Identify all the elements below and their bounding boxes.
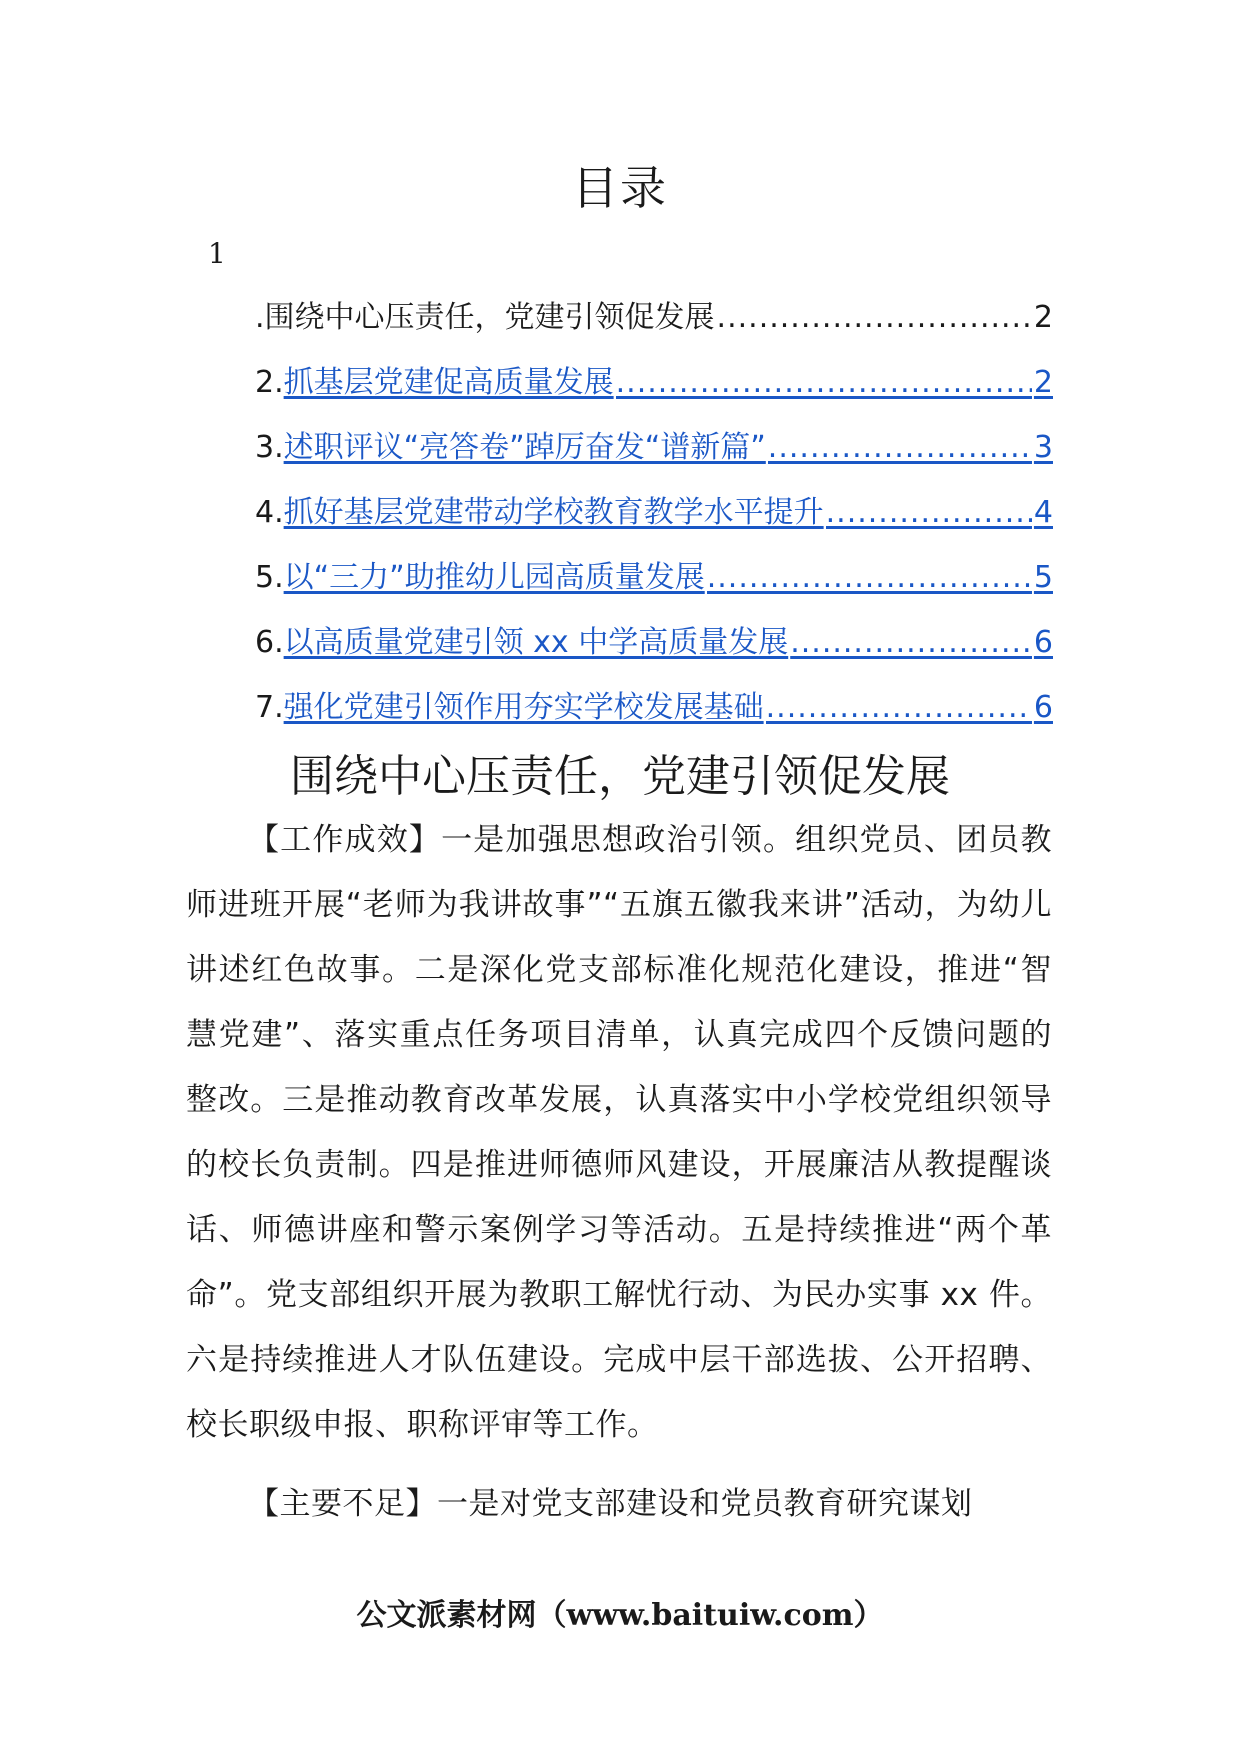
toc-entry-text: 围绕中心压责任，党建引领促发展 — [264, 300, 715, 335]
toc-entry-page[interactable]: 4 — [1033, 495, 1053, 530]
toc-entry-page[interactable]: 6 — [1033, 625, 1053, 660]
toc-entry-number: 2. — [255, 365, 284, 400]
toc-entry-text[interactable]: 以高质量党建引领 xx 中学高质量发展 — [283, 625, 789, 660]
toc-entry-6-link[interactable] — [255, 621, 1053, 686]
toc-entry-text[interactable]: 抓基层党建促高质量发展 — [283, 365, 614, 400]
toc-entry-number: 5. — [255, 560, 284, 595]
toc-entry-page[interactable]: 2 — [1033, 365, 1053, 400]
toc-entry-3-link[interactable] — [255, 426, 1053, 491]
toc-entry-page[interactable]: 5 — [1033, 560, 1053, 595]
toc-entry-text[interactable]: 强化党建引领作用夯实学校发展基础 — [283, 690, 764, 725]
table-of-contents — [255, 296, 1053, 751]
toc-entry-number: . — [255, 300, 265, 335]
paragraph-main-shortcomings: 【主要不足】一是对党支部建设和党员教育研究谋划 — [248, 1486, 973, 1522]
toc-entry-text[interactable]: 抓好基层党建带动学校教育教学水平提升 — [283, 495, 824, 530]
toc-entry-page[interactable]: 3 — [1033, 430, 1053, 465]
toc-entry-text[interactable]: 述职评议“亮答卷”踔厉奋发“谱新篇” — [283, 430, 766, 465]
toc-entry-text[interactable]: 以“三力”助推幼儿园高质量发展 — [283, 560, 705, 595]
toc-entry-7-link[interactable] — [255, 686, 1053, 751]
article-body — [186, 808, 1052, 1551]
toc-dot-leader — [616, 361, 1032, 405]
toc-dot-leader — [768, 426, 1032, 470]
toc-dot-leader — [717, 296, 1032, 340]
toc-title: 目录 — [572, 161, 668, 215]
toc-entry-number: 6. — [255, 625, 284, 660]
toc-entry-number: 3. — [255, 430, 284, 465]
toc-entry-1 — [255, 296, 1053, 361]
toc-dot-leader — [790, 621, 1032, 665]
toc-dot-leader — [707, 556, 1032, 600]
toc-entry-5-link[interactable] — [255, 556, 1053, 621]
source-footer: 公文派素材网（www.baituiw.com） — [356, 1598, 884, 1633]
toc-entry-page[interactable]: 6 — [1033, 690, 1053, 725]
toc-entry-number: 4. — [255, 495, 284, 530]
toc-marker: 1 — [208, 237, 226, 270]
toc-entry-page: 2 — [1033, 300, 1053, 335]
article-title: 围绕中心压责任，党建引领促发展 — [290, 751, 950, 802]
toc-entry-2-link[interactable] — [255, 361, 1053, 426]
toc-entry-number: 7. — [255, 690, 284, 725]
toc-dot-leader — [826, 491, 1032, 535]
toc-entry-4-link[interactable] — [255, 491, 1053, 556]
paragraph-work-results: 【工作成效】一是加强思想政治引领。组织党员、团员教师进班开展“老师为我讲故事”“五旗五徽我来讲”活动，为幼儿讲述红色故事。二是深化党支部标准化规范化建设，推进“智慧党建”、落实重点任务项目清单，认真完成四个反馈问题的整改。三是推动教育改革发展，认真落实中小学校党组织领导的校长负责制。四是推进师德师风建设，开展廉洁从教提醒谈话、师德讲座和警示案例学习等活动。五是持续推进“两个革命”。党支部组织开展为教职工解忧行动、为民办实事 xx 件。六是持续推进人才队伍建设。完成中层干部选拔、公开招聘、校长职级申报、职称评审等工作。 — [186, 822, 1052, 1443]
toc-dot-leader — [766, 686, 1032, 730]
